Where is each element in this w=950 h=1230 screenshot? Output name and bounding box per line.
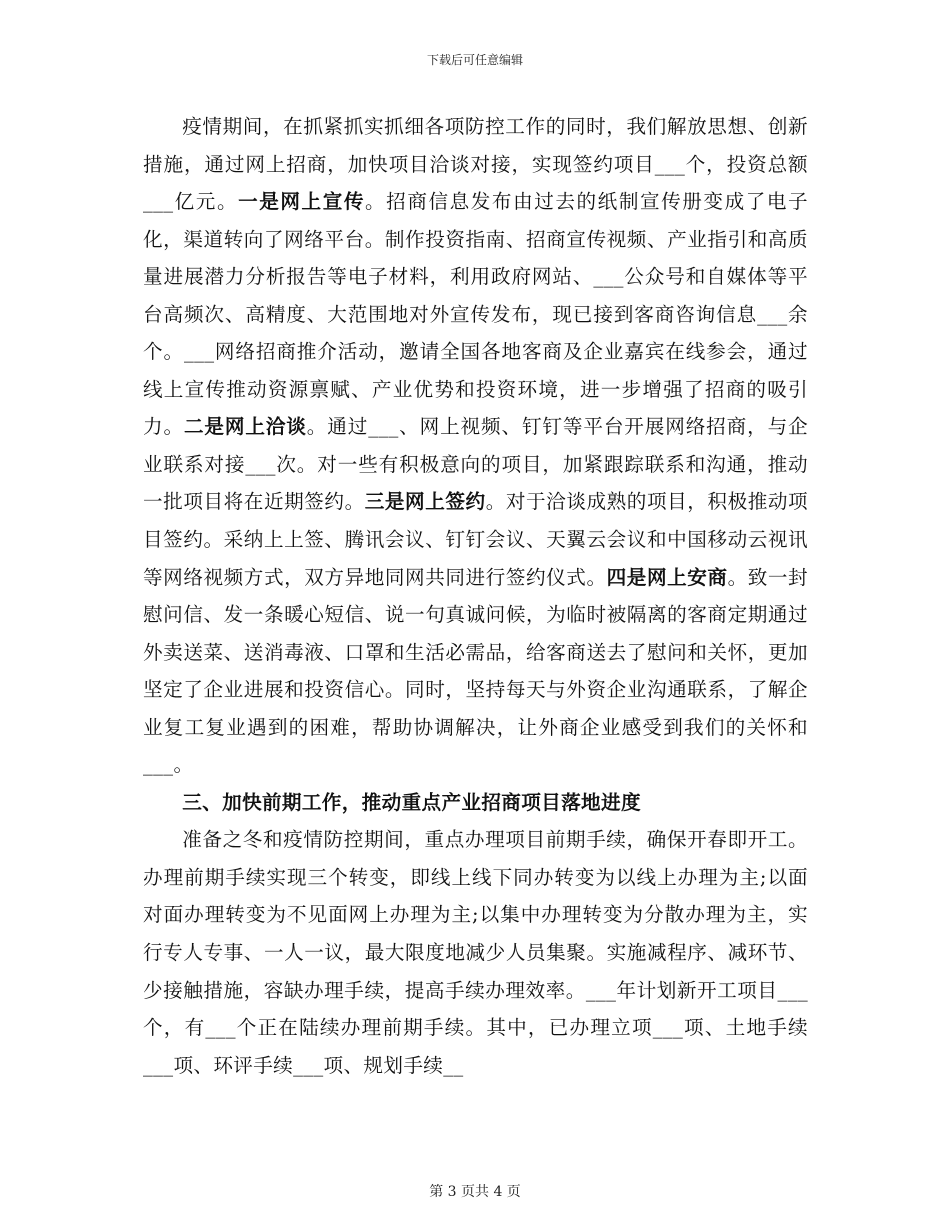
item-4-text: 。致一封慰问信、发一条暖心短信、说一句真诚问候，为临时被隔离的客商定期通过外卖送菜、送消毒液、口罩和生活必需品，给客商送去了慰问和关怀，更加坚定了企业进展和投资信心。同时，坚持每天与外资企业沟通联系，了解企业复工复业遇到的困难，帮助协调解决，让外商企业感受到我们的关怀和___。 [143,565,808,777]
paragraph-online-investment [143,108,808,784]
item-2-title: 二是网上洽谈 [183,415,307,439]
page-header-note: 下载后可任意编辑 [426,53,523,67]
item-3-title: 三是网上签约 [364,490,486,514]
document-body [143,108,808,1084]
item-2-text: 。通过___、网上视频、钉钉等平台开展网络招商，与企业联系对接___次。对一些有积极意向的项目，加紧跟踪联系和沟通，推动一批项目将在近期签约。 [143,415,809,514]
item-4-title: 四是网上安商 [606,565,728,589]
item-1-title: 一是网上宣传 [238,190,366,214]
item-3-text: 。对于洽谈成熟的项目，积极推动项目签约。采纳上上签、腾讯会议、钉钉会议、天翼云会议和中国移动云视讯等网络视频方式，双方异地同网共同进行签约仪式。 [143,490,808,589]
section-3-paragraph: 准备之冬和疫情防控期间，重点办理项目前期手续，确保开春即开工。办理前期手续实现三个转变，即线上线下同办转变为以线上办理为主;以面对面办理转变为不见面网上办理为主;以集中办理转变为分散办理为主，实行专人专事、一人一议，最大限度地减少人员集聚。实施减程序、减环节、少接触措施，容缺办理手续，提高手续办理效率。___年计划新开工项目___个，有___个正在陆续办理前期手续。其中，已办理立项___项、土地手续___项、环评手续___项、规划手续__ [143,828,808,1077]
paragraph-intro: 疫情期间，在抓紧抓实抓细各项防控工作的同时，我们解放思想、创新措施，通过网上招商，加快项目洽谈对接，实现签约项目___个，投资总额___亿元。 [143,115,808,214]
section-3-heading: 三、加快前期工作，推动重点产业招商项目落地进度 [182,790,641,814]
page-number: 第 3 页共 4 页 [429,1184,521,1200]
item-1-text: 。招商信息发布由过去的纸制宣传册变成了电子化，渠道转向了网络平台。制作投资指南、招商宣传视频、产业指引和高质量进展潜力分析报告等电子材料，利用政府网站、___公众号和自媒体等平台高频次、高精度、大范围地对外宣传发布，现已接到客商咨询信息___余个。___网络招商推介活动，邀请全国各地客商及企业嘉宾在线参会，通过线上宣传推动资源禀赋、产业优势和投资环境，进一步增强了招商的吸引力。 [143,190,808,439]
